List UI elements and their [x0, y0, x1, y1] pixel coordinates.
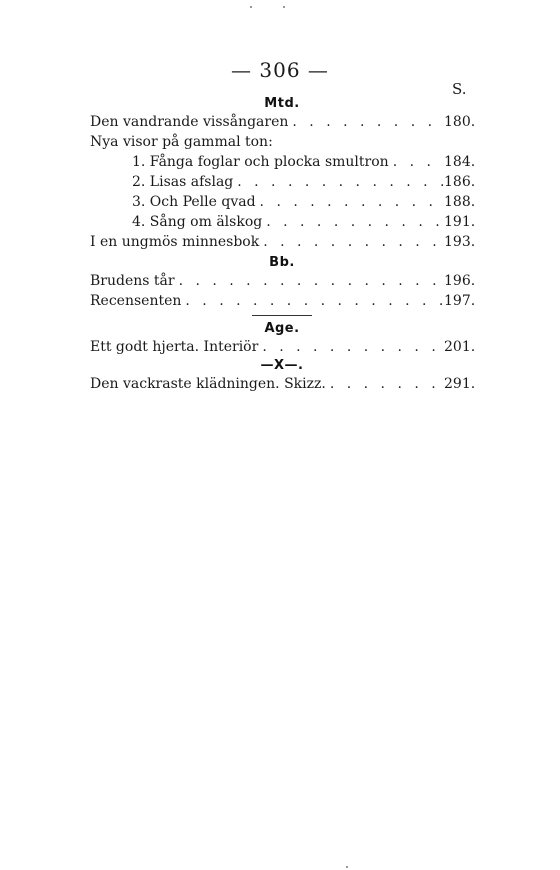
dot-leader — [262, 212, 444, 232]
section-divider-rule — [252, 315, 312, 316]
entry-title: 4. Sång om älskog — [132, 214, 263, 230]
toc-entry — [90, 192, 474, 212]
dot-leader — [389, 152, 444, 172]
entry-title: Den vandrande vissångaren — [90, 114, 289, 130]
toc-entry — [90, 232, 474, 252]
table-of-contents — [90, 95, 474, 394]
entry-page: 186. — [444, 174, 476, 190]
entry-page: 197. — [444, 293, 476, 309]
dot-leader — [258, 337, 444, 357]
toc-entry — [90, 337, 474, 357]
section-heading-age: Age. — [264, 321, 300, 336]
entry-page: 180. — [444, 114, 476, 130]
toc-entry — [90, 374, 474, 394]
toc-entry — [90, 212, 474, 232]
entry-page: 291. — [444, 376, 476, 392]
dot-leader — [233, 172, 444, 192]
dot-leader — [259, 232, 444, 252]
dot-leader — [288, 112, 444, 132]
page-column-label: S. — [452, 80, 467, 98]
entry-title: Brudens tår — [90, 273, 175, 289]
toc-entry — [90, 132, 474, 152]
section-heading-bb: Bb. — [269, 255, 295, 270]
paper-speck — [346, 866, 348, 868]
page-number: — 306 — — [231, 58, 329, 82]
toc-entry — [90, 152, 474, 172]
section-heading-mtd: Mtd. — [264, 96, 300, 111]
entry-title: Nya visor på gammal ton: — [90, 134, 273, 150]
entry-page: 201. — [444, 339, 476, 355]
paper-speck — [283, 6, 285, 8]
section-heading-x: —X—. — [260, 358, 304, 373]
entry-page: 191. — [444, 214, 476, 230]
toc-entry — [90, 271, 474, 291]
dot-leader — [326, 374, 444, 394]
entry-title: 2. Lisas afslag — [132, 174, 234, 190]
entry-title: Ett godt hjerta. Interiör — [90, 339, 259, 355]
paper-speck — [250, 6, 252, 8]
entry-page: 188. — [444, 194, 476, 210]
toc-entry — [90, 112, 474, 132]
dot-leader — [175, 271, 444, 291]
dot-leader — [256, 192, 444, 212]
entry-page: 196. — [444, 273, 476, 289]
entry-page: 193. — [444, 234, 476, 250]
entry-title: 3. Och Pelle qvad — [132, 194, 256, 210]
entry-page: 184. — [444, 154, 476, 170]
entry-title: Den vackraste klädningen. Skizz. — [90, 376, 326, 392]
toc-entry — [90, 291, 474, 311]
dot-leader — [181, 291, 444, 311]
entry-title: Recensenten — [90, 293, 182, 309]
entry-title: 1. Fånga foglar och plocka smultron — [132, 154, 389, 170]
entry-title: I en ungmös minnesbok — [90, 234, 260, 250]
toc-entry — [90, 172, 474, 192]
